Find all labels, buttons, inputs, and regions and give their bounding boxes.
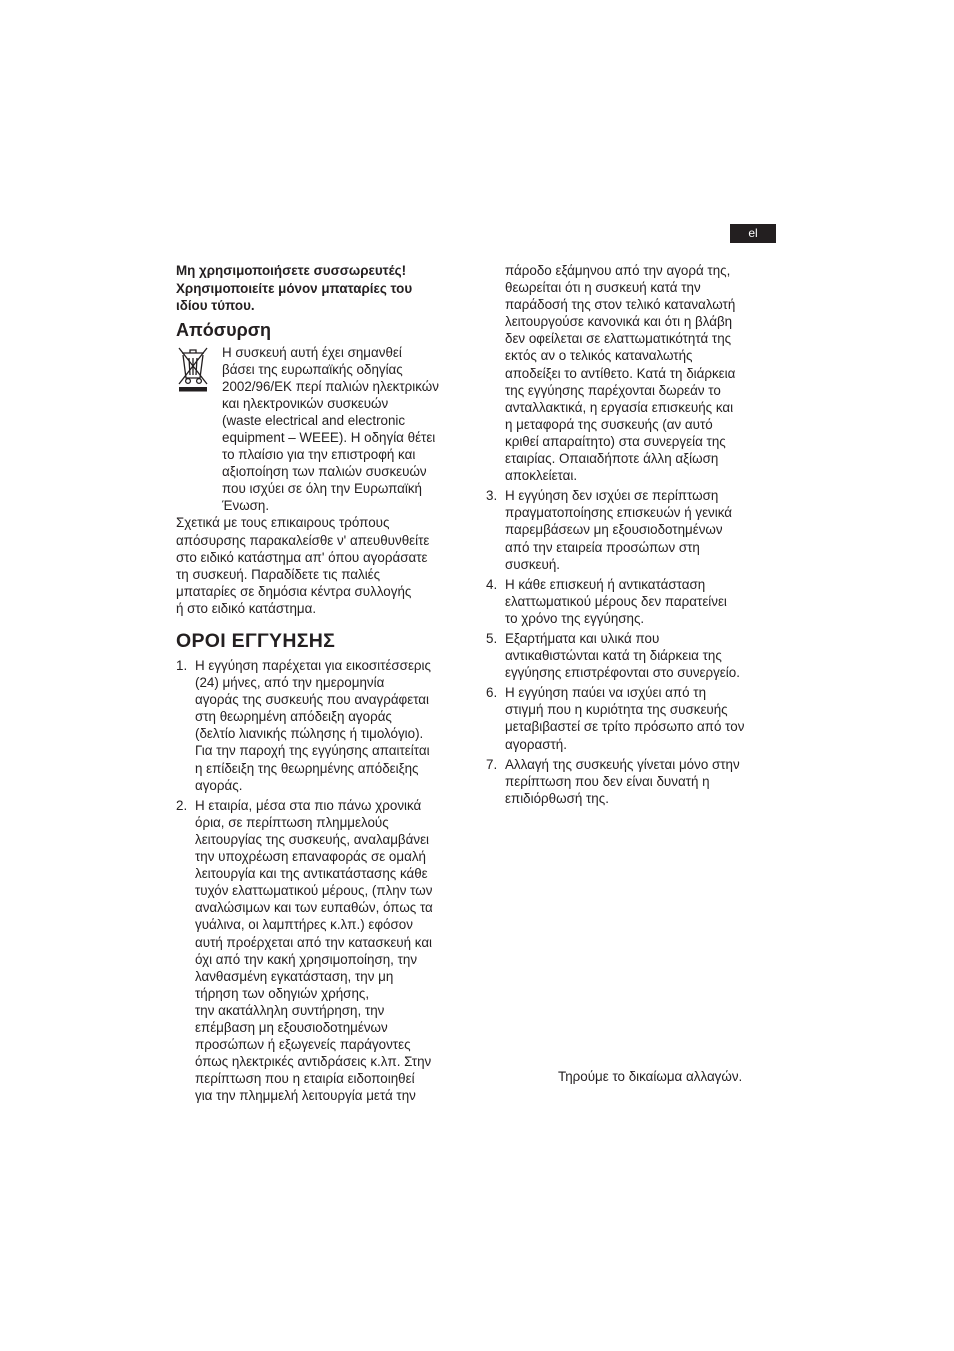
text-line: στο ειδικό κατάστημα απ' όπου αγοράσατε: [176, 549, 428, 565]
text-line: αγοραστή.: [505, 736, 567, 752]
item-text: [505, 684, 777, 752]
text-line: η μεταφορά της συσκευής (αν αυτό: [505, 416, 713, 432]
text-line: στη θεωρημένη απόδειξη αγοράς: [195, 709, 392, 725]
text-line: μεταβιβαστεί σε τρίτο πρόσωπο από τον: [505, 719, 745, 735]
text-line: δεν οφείλεται σε ελαττωματικότητά της: [505, 331, 732, 347]
text-line: Η συσκευή αυτή έχει σημανθεί: [222, 344, 402, 360]
text-line: συσκευή.: [505, 556, 561, 572]
text-line: Αλλαγή της συσκευής γίνεται μόνο στην: [505, 756, 740, 772]
item-text: [505, 487, 777, 572]
text-line: Ένωση.: [222, 498, 270, 514]
text-line: μπαταρίες σε δημόσια κέντρα συλλογής: [176, 583, 412, 599]
text-line: επιδιόρθωσή της.: [505, 790, 609, 806]
text-line: η επίδειξη της θεωρημένης απόδειξης: [195, 760, 419, 776]
text-line: λειτουργούσε κανονικά και ότι η βλάβη: [505, 314, 733, 330]
text-line: αυτή προέρχεται από την κατασκευή και: [195, 934, 433, 950]
text-line: επέμβαση μη εξουσιοδοτημένων: [195, 1019, 388, 1035]
warranty-item-6: [486, 684, 777, 752]
text-line: αναλώσιμων και των ευπαθών, όπως τα: [195, 900, 433, 916]
text-line: που ισχύει σε όλη την Ευρωπαϊκή: [222, 481, 423, 497]
warranty-item-3: [486, 487, 777, 572]
item-number: 7.: [486, 756, 498, 772]
text-line: στιγμή που η κυριότητα της συσκευής: [505, 702, 728, 718]
text-line: περίπτωση που η εταιρία ειδοποιηθεί: [195, 1071, 415, 1087]
text-line: 2002/96/ΕΚ περί παλιών ηλεκτρικών: [222, 378, 439, 394]
warning-line: Χρησιμοποιείτε μόνον μπαταρίες του: [176, 280, 413, 296]
text-line: το πλαίσιο για την επιστροφή και: [222, 447, 416, 463]
warranty-item-5: [486, 630, 777, 681]
text-line: αγοράς.: [195, 777, 243, 793]
text-line: παράδοσή της στον τελικό καταναλωτή: [505, 297, 736, 313]
right-column: [486, 262, 777, 807]
warranty-item-7: [486, 756, 777, 807]
text-line: παρεμβάσεων μη εξουσιοδοτημένων: [505, 522, 723, 538]
text-line: πραγματοποίησης επισκευών ή γενικά: [505, 505, 732, 521]
text-line: ανταλλακτικά, η εργασία επισκευής και: [505, 399, 734, 415]
text-line: την ακατάλληλη συντήρηση, την: [195, 1002, 385, 1018]
weee-block: [176, 344, 468, 515]
text-line: εγγύησης επιστρέφονται στο συνεργείο.: [505, 665, 740, 681]
warranty-heading: ΟΡΟΙ ΕΓΓΥΗΣΗΣ: [176, 630, 336, 652]
text-line: προσώπων ή εξωγενείς παράγοντες: [195, 1037, 411, 1053]
language-tab: el: [730, 224, 776, 243]
crossed-out-wheelie-bin-icon: [176, 344, 222, 515]
warning-line: Μη χρησιμοποιήσετε συσσωρευτές!: [176, 263, 407, 278]
text-line: τη συσκευή. Παραδίδετε τις παλιές: [176, 566, 381, 582]
text-line: την υποχρέωση επαναφοράς σε ομαλή: [195, 849, 426, 865]
text-line: ελαττωματικού μέρους δεν παρατείνει: [505, 593, 727, 609]
text-line: (δελτίο λιανικής πώλησης ή τιμολόγιο).: [195, 726, 424, 742]
text-line: όρια, σε περίπτωση πλημμελούς: [195, 814, 389, 830]
text-line: (24) μήνες, από την ημερομηνία: [195, 675, 385, 691]
text-line: γυάλινα, οι λαμπτήρες κ.λπ.) εφόσον: [195, 917, 413, 933]
text-line: equipment – WEEE). Η οδηγία θέτει: [222, 429, 436, 445]
item-text: [505, 756, 777, 807]
text-line: για την πλημμελή λειτουργία μετά την: [195, 1088, 416, 1104]
text-line: και ηλεκτρονικών συσκευών: [222, 395, 389, 411]
item-text: [195, 657, 468, 794]
text-line: ή στο ειδικό κατάστημα.: [176, 600, 317, 616]
text-line: όχι από την κακή χρησιμοποίηση, την: [195, 951, 418, 967]
rights-reserved-note: Τηρούμε το δικαίωμα αλλαγών.: [558, 1069, 743, 1084]
item-number: 2.: [176, 797, 188, 813]
warranty-item-1: [176, 657, 468, 794]
text-line: θεωρείται ότι η συσκευή κατά την: [505, 280, 701, 296]
text-line: αποκλείεται.: [505, 468, 578, 484]
text-line: αξιοποίηση των παλιών συσκευών: [222, 464, 427, 480]
text-line: κριθεί απαραίτητο) στα συνεργεία της: [505, 433, 726, 449]
battery-warning: [176, 262, 468, 315]
text-line: αποδείξει το αντίθετο. Κατά τη διάρκεια: [505, 365, 736, 381]
warranty-item-4: [486, 576, 777, 627]
item-text: [505, 630, 777, 681]
text-line: εκτός αν ο τελικός καταναλωτής: [505, 348, 693, 364]
text-line: (waste electrical and electronic: [222, 412, 406, 428]
text-line: όπως ηλεκτρικές αντιδράσεις κ.λπ. Στην: [195, 1054, 432, 1070]
text-line: λειτουργίας της συσκευής, αναλαμβάνει: [195, 831, 430, 847]
text-line: εταιρίας. Οπαιαδήποτε άλλη αξίωση: [505, 451, 719, 467]
text-line: Εξαρτήματα και υλικά που: [505, 630, 660, 646]
warranty-item-2-continuation: [486, 262, 777, 484]
text-line: αντικαθιστώνται κατά τη διάρκεια της: [505, 648, 722, 664]
item-number: 5.: [486, 630, 498, 646]
text-line: τήρηση των οδηγιών χρήσης,: [195, 985, 370, 1001]
text-line: Η εγγύηση παύει να ισχύει από τη: [505, 685, 707, 701]
text-line: πάροδο εξάμηνου από την αγορά της,: [505, 263, 731, 278]
weee-text: [222, 344, 468, 515]
item-text: [505, 576, 777, 627]
item-number: 1.: [176, 658, 188, 673]
text-line: περίπτωση που δεν είναι δυνατή η: [505, 773, 710, 789]
item-text: [195, 797, 468, 1105]
item-number: 6.: [486, 685, 498, 701]
item-number: 3.: [486, 488, 498, 504]
text-line: της εγγύησης παρέχονται δωρεάν το: [505, 382, 721, 398]
text-line: Σχετικά με τους επικαιρους τρόπους: [176, 515, 390, 531]
text-line: από την εταιρεία προσώπων στη: [505, 539, 700, 555]
disposal-paragraph: [176, 514, 468, 617]
text-line: τυχόν ελαττωματικού μέρους, (πλην των: [195, 883, 433, 899]
text-line: Η εγγύηση δεν ισχύει σε περίπτωση: [505, 488, 719, 504]
text-line: βάσει της ευρωπαϊκής οδηγίας: [222, 361, 403, 377]
item-number: 4.: [486, 576, 498, 592]
text-line: Η κάθε επισκευή ή αντικατάσταση: [505, 576, 706, 592]
text-line: λανθασμένη εγκατάσταση, την μη: [195, 968, 394, 984]
text-line: το χρόνο της εγγύησης.: [505, 610, 645, 626]
disposal-heading: Απόσυρση: [176, 319, 272, 340]
text-line: Η εταιρία, μέσα στα πιο πάνω χρονικά: [195, 797, 422, 813]
left-column: [176, 262, 468, 1104]
text-line: Για την παροχή της εγγύησης απαιτείται: [195, 743, 430, 759]
warning-line: ιδίου τύπου.: [176, 298, 255, 313]
text-line: απόσυρσης παρακαλείσθε ν' απευθυνθείτε: [176, 532, 430, 548]
text-line: Η εγγύηση παρέχεται για εικοσιτέσσερις: [195, 658, 431, 673]
text-line: αγοράς της συσκευής που αναγράφεται: [195, 692, 430, 708]
warranty-item-2: [176, 797, 468, 1105]
text-line: λειτουργία και της αντικατάστασης κάθε: [195, 866, 428, 882]
